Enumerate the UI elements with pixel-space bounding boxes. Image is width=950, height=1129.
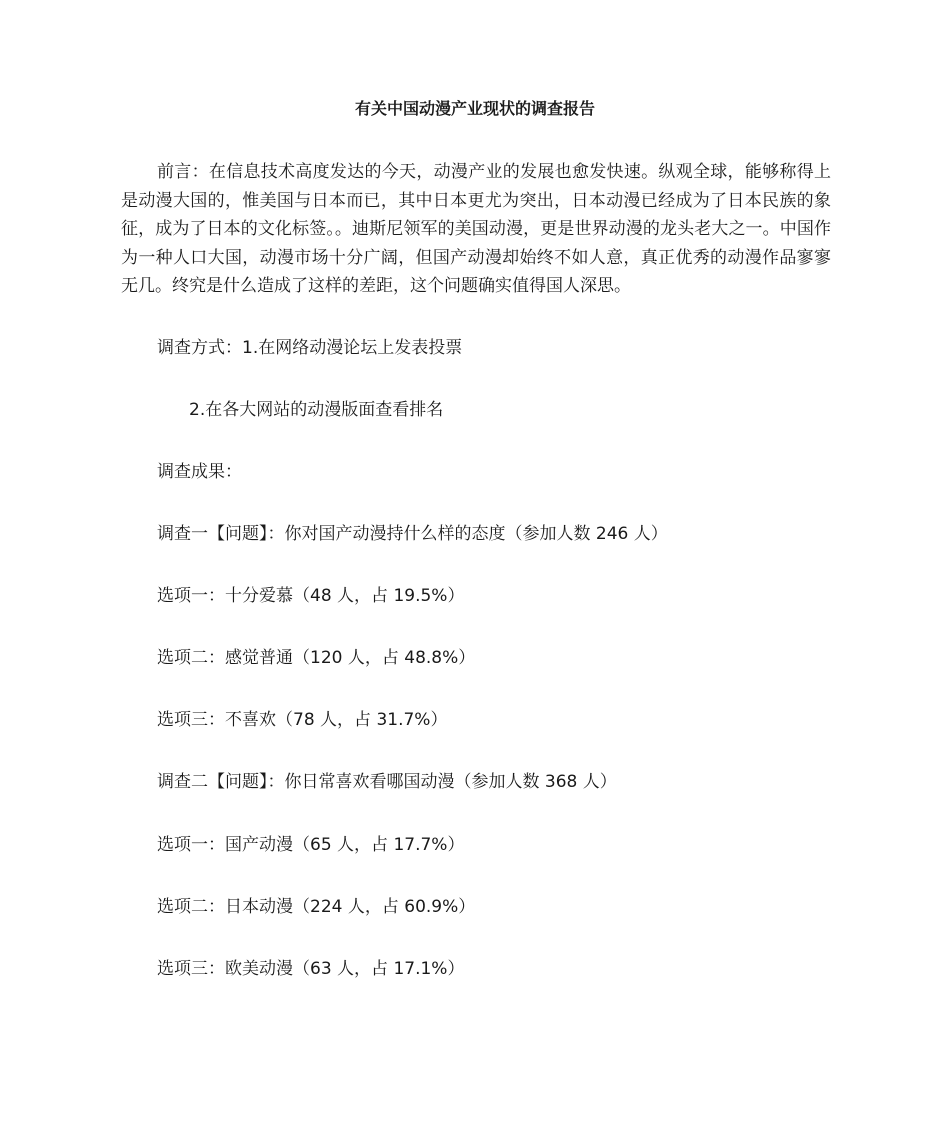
survey2-option-2: 选项二：日本动漫（224 人，占 60.9%） bbox=[157, 897, 476, 917]
survey1-option-2: 选项二：感觉普通（120 人，占 48.8%） bbox=[157, 648, 476, 668]
survey1-option-3: 选项三：不喜欢（78 人，占 31.7%） bbox=[157, 710, 448, 730]
survey1-question: 调查一【问题】：你对国产动漫持什么样的态度（参加人数 246 人） bbox=[157, 524, 668, 544]
survey-method-1: 调查方式：1.在网络动漫论坛上发表投票 bbox=[157, 338, 463, 358]
results-heading: 调查成果： bbox=[157, 462, 242, 482]
survey-method-2: 2.在各大网站的动漫版面查看排名 bbox=[189, 400, 444, 420]
survey2-question: 调查二【问题】：你日常喜欢看哪国动漫（参加人数 368 人） bbox=[157, 772, 617, 792]
survey2-option-3: 选项三：欧美动漫（63 人，占 17.1%） bbox=[157, 959, 465, 979]
document-title: 有关中国动漫产业现状的调查报告 bbox=[354, 99, 595, 118]
survey2-option-1: 选项一：国产动漫（65 人，占 17.7%） bbox=[157, 835, 465, 855]
intro-paragraph: 前言：在信息技术高度发达的今天，动漫产业的发展也愈发快速。纵观全球，能够称得上是动漫大国的，惟美国与日本而已，其中日本更尤为突出，日本动漫已经成为了日本民族的象征，成为了日本的文化标签。。迪斯尼领军的美国动漫，更是世界动漫的龙头老大之一。中国作为一种人口大国，动漫市场十分广阔，但国产动漫却始终不如人意，真正优秀的动漫作品寥寥无几。终究是什么造成了这样的差距，这个问题确实值得国人深思。 bbox=[121, 162, 831, 296]
survey1-option-1: 选项一：十分爱慕（48 人，占 19.5%） bbox=[157, 586, 465, 606]
